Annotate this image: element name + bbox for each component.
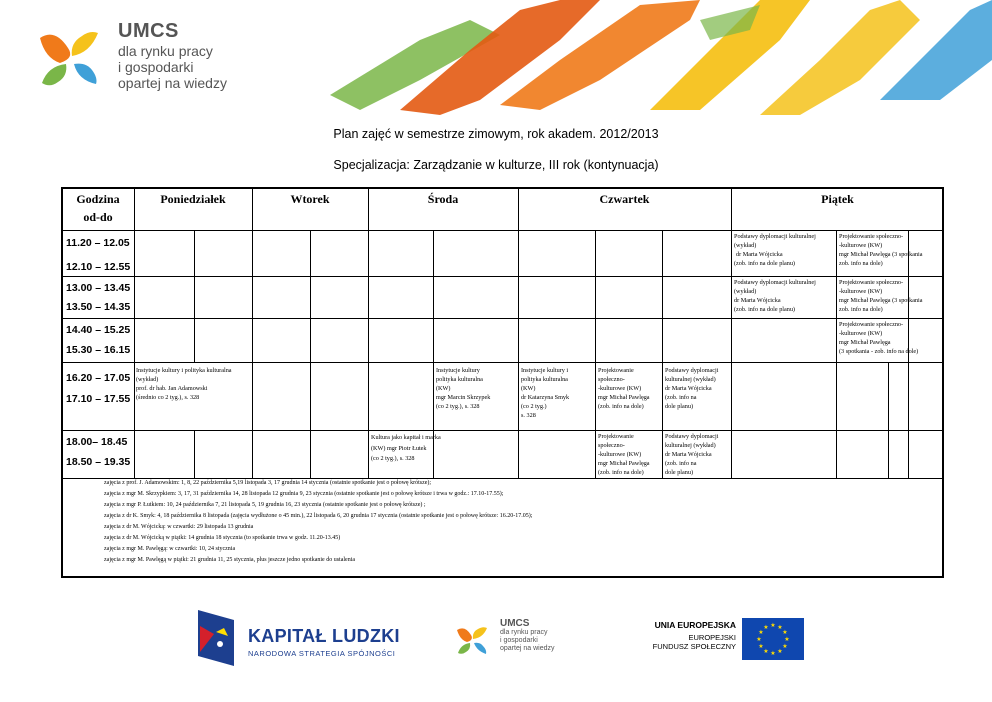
note-line: zajęcia z mgr M. Pawlęgą w piątki: 21 grudnia 11, 25 stycznia, plus jeszcze jedno spotkanie do ustalenia: [104, 557, 356, 563]
time-slot: 11.20 – 12.05: [66, 237, 130, 249]
kl-subtitle: NARODOWA STRATEGIA SPÓJNOŚCI: [248, 649, 396, 658]
note-line: zajęcia z mgr M. Pawlęgą: w czwartki: 10, 24 stycznia: [104, 546, 236, 552]
header-banner: [0, 0, 992, 120]
time-slot: 18.50 – 19.35: [66, 456, 131, 468]
day-header-wednesday: Środa: [427, 192, 459, 206]
note-line: zajęcia z dr K. Smyk: 4, 18 października 8 listopada (zajęcia wydłużone o 45 min.), 22 listopada 6, 20 grudnia 17 stycznia (ostatnie spotkanie jest o połowę krótsze: 16.20-17.05);: [104, 513, 533, 519]
eu-line2: EUROPEJSKI: [688, 633, 736, 642]
class-entry-thursday-diplomacy-1: Podstawy dyplomacji kulturalnej (wykład) dr Marta Wójcicka (zob. info na dole planu): [665, 367, 719, 410]
day-header-friday: Piątek: [821, 192, 854, 206]
svg-text:★: ★: [784, 636, 790, 643]
hour-header-2: od-do: [83, 210, 113, 224]
eu-line3: FUNDUSZ SPOŁECZNY: [652, 642, 736, 651]
time-slot: 16.20 – 17.05: [66, 372, 131, 384]
umcs-small-logo-icon: [452, 620, 492, 660]
time-slot: 14.40 – 15.25: [66, 324, 131, 336]
svg-text:★: ★: [782, 643, 788, 650]
footer-logos: [0, 590, 992, 702]
brand-tagline-2: i gospodarki: [118, 59, 194, 75]
class-entry-thursday-project-2: Projektowanie społeczno- -kulturowe (KW) mgr Michał Pawlęga (zob. info na dole): [598, 433, 650, 476]
class-entry-wednesday-marka: Kultura jako kapitał i marka (KW) mgr Piotr Łutek (co 2 tyg.), s. 328: [371, 434, 441, 463]
svg-text:★: ★: [756, 636, 762, 643]
svg-text:★: ★: [763, 624, 769, 631]
note-line: zajęcia z dr M. Wójcicką w piątki: 14 grudnia 18 stycznia (to spotkanie trwa w godz. 11.20-13.45): [104, 535, 341, 541]
brand-tagline-3: opartej na wiedzy: [118, 75, 227, 91]
page-title: Plan zajęć w semestrze zimowym, rok akadem. 2012/2013: [333, 127, 659, 141]
svg-text:★: ★: [777, 648, 783, 655]
time-slot: 15.30 – 16.15: [66, 344, 131, 356]
footer-umcs-line2: i gospodarki: [500, 637, 538, 644]
svg-text:★: ★: [777, 624, 783, 631]
time-slot: 13.00 – 13.45: [66, 282, 131, 294]
hour-header-1: Godzina: [76, 192, 120, 206]
svg-text:★: ★: [758, 629, 764, 636]
umcs-logo-icon: [30, 18, 108, 96]
brand-name: UMCS: [118, 20, 179, 42]
class-entry-friday-project-2: Projektowanie społeczno- -kulturowe (KW) mgr Michał Pawlęga (3 spotkania zob. info na dole): [839, 279, 923, 313]
note-line: zajęcia z prof. J. Adamowskim: 1, 8, 22 października 5,19 listopada 3, 17 grudnia 14 stycznia (ostatnie spotkanie jest o połowę krótsze);: [104, 480, 432, 486]
footer-umcs-line3: opartej na wiedzy: [500, 645, 555, 652]
class-entry-thursday-diplomacy-2: Podstawy dyplomacji kulturalnej (wykład) dr Marta Wójcicka (zob. info na dole planu): [665, 433, 719, 476]
svg-text:★: ★: [758, 643, 764, 650]
footer-umcs-line1: dla rynku pracy: [500, 629, 548, 636]
svg-text:★: ★: [763, 648, 769, 655]
class-entry-wednesday-kw: Instytucje kultury polityka kulturalna (KW) mgr Marcin Skrzypek (co 2 tyg.), s. 328: [436, 367, 491, 410]
class-entry-friday-diplomacy-1: Podstawy dyplomacji kulturalnej (wykład) dr Marta Wójcicka (zob. info na dole planu): [734, 233, 816, 267]
time-slot: 12.10 – 12.55: [66, 261, 131, 273]
class-entry-monday-lecture: Instytucje kultury i polityka kulturalna (wykład) prof. dr hab. Jan Adamowski (średnio co 2 tyg.), s. 328: [136, 367, 232, 401]
svg-text:★: ★: [770, 650, 776, 657]
note-line: zajęcia z dr M. Wójcicką: w czwartki: 29 listopada 13 grudnia: [104, 524, 254, 530]
class-entry-friday-diplomacy-2: Podstawy dyplomacji kulturalnej (wykład) dr Marta Wójcicka (zob. info na dole planu): [734, 279, 816, 313]
class-entry-thursday-kw: Instytucje kultury i polityka kulturalna (KW) dr Katarzyna Smyk (co 2 tyg.) s. 328: [521, 367, 570, 419]
time-slot: 17.10 – 17.55: [66, 393, 131, 405]
footer-umcs: UMCS: [500, 618, 530, 629]
kl-title: KAPITAŁ LUDZKI: [248, 626, 400, 646]
eu-line1: UNIA EUROPEJSKA: [654, 620, 736, 630]
svg-text:★: ★: [782, 629, 788, 636]
note-line: zajęcia z mgr M. Skrzypkiem: 3, 17, 31 października 14, 28 listopada 12 grudnia 9, 23 stycznia (ostatnie spotkanie jest o połowę krótsze i trwa w godz.: 17.10-17.55);: [104, 491, 504, 497]
day-header-tuesday: Wtorek: [290, 192, 330, 206]
note-line: zajęcia z mgr P. Łutkiem: 10, 24 października 7, 21 listopada 5, 19 grudnia 16, 23 stycznia (ostatnie spotkanie jest o połowę krótsze) ;: [104, 502, 426, 508]
time-slot: 18.00– 18.45: [66, 436, 128, 448]
svg-text:★: ★: [770, 622, 776, 629]
day-header-monday: Poniedziałek: [160, 192, 226, 206]
time-slot: 13.50 – 14.35: [66, 301, 131, 313]
kapital-ludzki-logo-icon: [192, 606, 240, 670]
page-subtitle: Specjalizacja: Zarządzanie w kulturze, III rok (kontynuacja): [333, 158, 659, 172]
day-header-thursday: Czwartek: [599, 192, 650, 206]
eu-flag-icon: [742, 618, 804, 660]
class-entry-friday-project-3: Projektowanie społeczno- -kulturowe (KW) mgr Michał Pawlęga (3 spotkania - zob. info na dole): [839, 321, 919, 355]
brand-tagline-1: dla rynku pracy: [118, 43, 213, 59]
class-entry-thursday-project-1: Projektowanie społeczno- -kulturowe (KW) mgr Michał Pawlęga (zob. info na dole): [598, 367, 650, 410]
class-entry-friday-project-1: Projektowanie społeczno- -kulturowe (KW) mgr Michał Pawlęga (3 spotkania zob. info na dole): [839, 233, 923, 267]
